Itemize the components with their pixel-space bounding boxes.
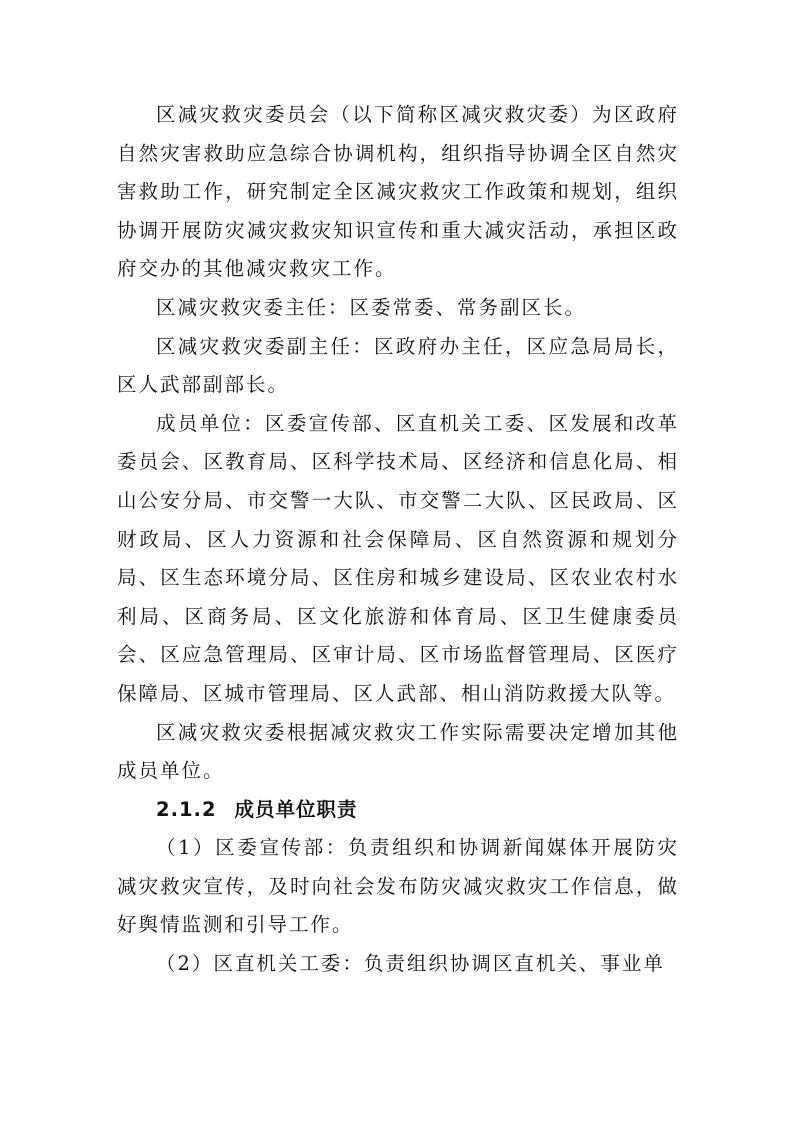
paragraph-deputy-director: 区减灾救灾委副主任：区政府办主任，区应急局局长，区人武部副部长。: [117, 334, 679, 397]
paragraph-duty-working-committee: （2）区直机关工委：负责组织协调区直机关、事业单: [156, 952, 665, 976]
section-heading: [117, 791, 679, 830]
paragraph-committee-description: 区减灾救灾委员会（以下简称区减灾救灾委）为区政府自然灾害救助应急综合协调机构，组织指导协调全区自然灾害救助工作，研究制定全区减灾救灾工作政策和规划，组织协调开展防灾减灾救灾知识宣传和重大减灾活动，承担区政府交办的其他减灾救灾工作。: [117, 103, 679, 281]
section-number: 2.1.2: [156, 797, 217, 821]
paragraph-duty-propaganda: （1）区委宣传部：负责组织和协调新闻媒体开展防灾减灾救灾宣传，及时向社会发布防灾减灾救灾工作信息，做好舆情监测和引导工作。: [117, 836, 679, 937]
paragraph-director: 区减灾救灾委主任：区委常委、常务副区长。: [156, 295, 587, 319]
paragraph-member-units: 成员单位：区委宣传部、区直机关工委、区发展和改革委员会、区教育局、区科学技术局、区经济和信息化局、相山公安分局、市交警一大队、市交警二大队、区民政局、区财政局、区人力资源和社会保障局、区自然资源和规划分局、区生态环境分局、区住房和城乡建设局、区农业农村水利局、区商务局、区文化旅游和体育局、区卫生健康委员会、区应急管理局、区审计局、区市场监督管理局、区医疗保障局、区城市管理局、区人武部、相山消防救援大队等。: [117, 411, 679, 705]
section-title: 成员单位职责: [234, 797, 358, 821]
paragraph-additional-members: 区减灾救灾委根据减灾救灾工作实际需要决定增加其他成员单位。: [117, 720, 679, 783]
document-body: [117, 96, 679, 984]
